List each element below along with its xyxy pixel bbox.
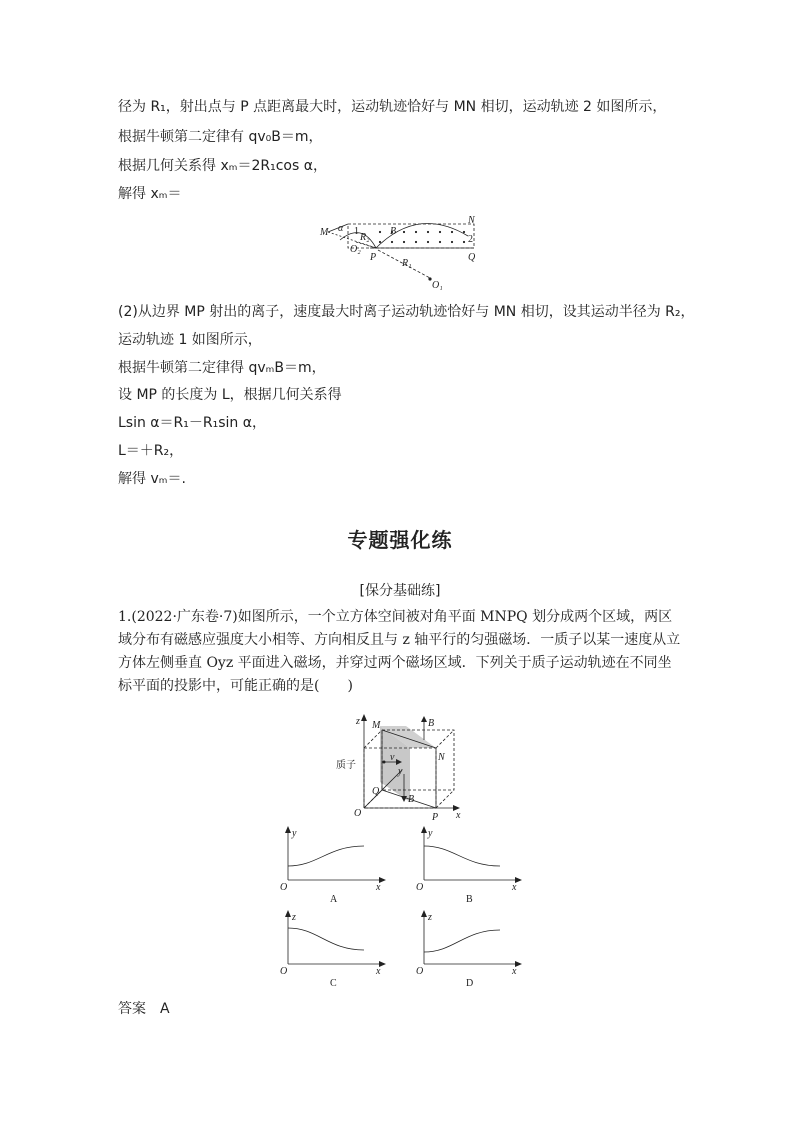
option-d-origin: O	[416, 966, 424, 977]
option-d-graph	[414, 910, 524, 988]
solution-line-8: 设 MP 的长度为 L，根据几何关系得	[118, 387, 342, 403]
option-b-axis-y: y	[428, 828, 433, 839]
label-B: B	[390, 226, 397, 237]
solution-line-5: (2)从边界 MP 射出的离子，速度最大时离子运动轨迹恰好与 MN 相切，设其运动半径为 R₂，	[118, 304, 695, 320]
option-b-axis-x: x	[512, 882, 517, 893]
cube-label-y: y	[398, 766, 403, 777]
section-title: 专题强化练	[347, 528, 453, 552]
cube-label-z: z	[356, 716, 360, 727]
field-dots	[379, 231, 465, 281]
option-d-letter: D	[466, 978, 474, 988]
option-a-axis-y: y	[292, 828, 297, 839]
cube-label-proton: 质子	[336, 760, 356, 771]
cube-label-x: x	[456, 810, 461, 821]
cube-figure	[336, 712, 470, 822]
option-a-origin: O	[280, 882, 288, 893]
answer-line: 答案 A	[118, 1001, 170, 1017]
solution-line-10: L＝＋R₂，	[118, 443, 184, 459]
cube-label-M: M	[372, 720, 381, 731]
option-a-letter: A	[330, 894, 338, 904]
solution-line-6: 运动轨迹 1 如图所示，	[118, 332, 262, 348]
problem-text: 1.(2022·广东卷·7)如图所示，一个立方体空间被对角平面 MNPQ 划分成两个区域，两区域分布有磁感应强度大小相等、方向相反且与 z 轴平行的匀强磁场．一质子以某一速度从立方体左侧垂直 Oyz 平面进入磁场，并穿过两个磁场区域．下列关于质子运动轨迹在不同坐标平面的投影中，可能正确的是( )	[118, 609, 681, 694]
solution-line-1: 径为 R₁，射出点与 P 点距离最大时，运动轨迹恰好与 MN 相切，运动轨迹 2 如图所示，	[118, 99, 667, 115]
solution-line-3: 根据几何关系得 xₘ＝2R₁cos α，	[118, 158, 327, 174]
label-O1: O₁	[432, 280, 443, 291]
option-a-axis-x: x	[376, 882, 381, 893]
label-track-1: 1	[354, 226, 359, 237]
solution-line-11: 解得 vₘ＝.	[118, 471, 186, 487]
solution-line-4: 解得 xₘ＝	[118, 186, 182, 202]
solution-line-7: 根据牛顿第二定律得 qvₘB＝m，	[118, 360, 326, 376]
option-c-letter: C	[330, 978, 337, 988]
cube-label-O: O	[354, 808, 362, 819]
solution-line-2: 根据牛顿第二定律有 qv₀B＝m，	[118, 129, 323, 145]
option-d-axis-z: z	[428, 912, 432, 923]
option-c-graph	[278, 910, 388, 988]
cube-label-Q: Q	[372, 786, 380, 797]
label-alpha: α	[338, 223, 344, 234]
option-b-letter: B	[466, 894, 473, 904]
cube-label-v: v	[390, 752, 395, 763]
label-O2: O₂	[350, 244, 361, 255]
option-c-axis-z: z	[292, 912, 296, 923]
solution-line-9: Lsin α＝R₁－R₁sin α，	[118, 415, 266, 431]
cube-label-N: N	[438, 752, 445, 763]
option-c-origin: O	[280, 966, 288, 977]
label-P: P	[370, 252, 377, 263]
option-b-graph	[414, 826, 524, 904]
option-a-graph	[278, 826, 388, 904]
trajectory-figure	[318, 212, 492, 292]
label-N: N	[468, 215, 475, 226]
cube-label-B-bottom: B	[408, 794, 415, 805]
label-Q: Q	[468, 252, 476, 263]
label-track-2: 2	[468, 234, 473, 245]
subsection-title: [保分基础练]	[359, 583, 441, 599]
cube-label-B-top: B	[428, 718, 435, 729]
option-d-axis-x: x	[512, 966, 517, 977]
label-M: M	[320, 227, 329, 238]
cube-label-P: P	[432, 812, 439, 822]
label-R2: R₂	[360, 232, 370, 243]
option-c-axis-x: x	[376, 966, 381, 977]
label-R1: R₁	[402, 258, 412, 269]
option-b-origin: O	[416, 882, 424, 893]
